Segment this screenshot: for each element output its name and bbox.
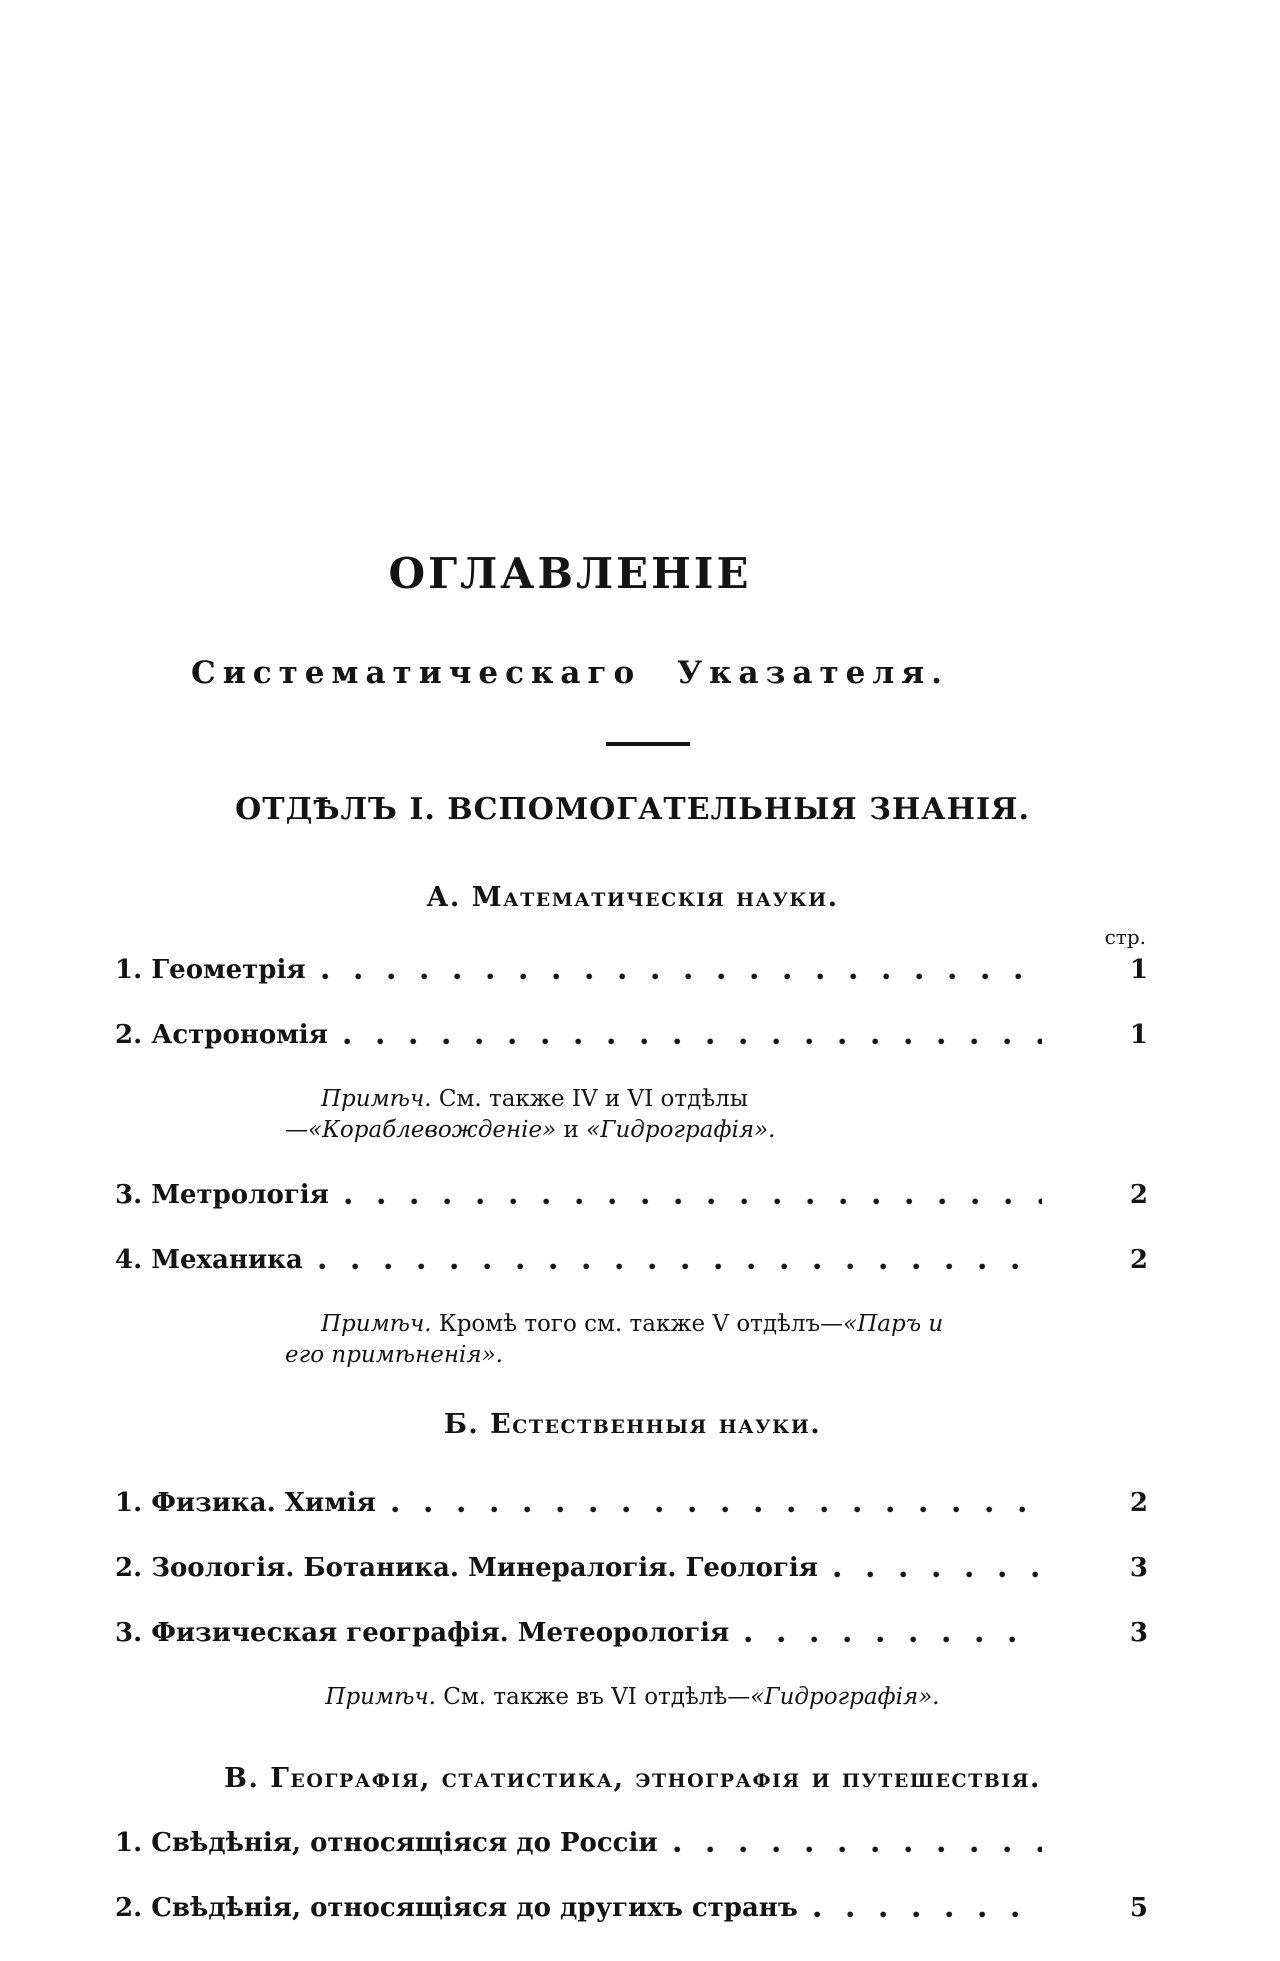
section-heading: ОТДѢЛЪ I. ВСПОМОГАТЕЛЬНЫЯ ЗНАНІЯ. bbox=[235, 792, 1030, 827]
footnote-lead: Примѣч. bbox=[321, 1311, 432, 1337]
entry-page-number bbox=[1052, 1827, 1150, 1860]
entry-page-number: 5 bbox=[1129, 1893, 1148, 1923]
footnote-reference: «Кораблевожденіе» bbox=[308, 1117, 557, 1143]
toc-entry bbox=[115, 1179, 1150, 1212]
entry-label: 3. Метрологія bbox=[115, 1180, 329, 1210]
entry-page-number: 1 bbox=[1129, 1020, 1148, 1050]
entry-label: 4. Механика bbox=[115, 1245, 303, 1275]
footnote bbox=[115, 1682, 1150, 1713]
divider-rule bbox=[606, 742, 690, 746]
entry-page-number: 2 bbox=[1129, 1245, 1148, 1275]
toc-rows-a bbox=[115, 954, 1150, 1371]
leader-dots bbox=[743, 1617, 1042, 1650]
leader-dots bbox=[320, 954, 1042, 987]
footnote-reference: «Гидрографія». bbox=[586, 1117, 776, 1143]
page-subtitle: Систематическаго Указателя. bbox=[191, 655, 949, 691]
entry-label: 2. Зоологія. Ботаника. Минералогія. Геологія bbox=[115, 1553, 818, 1583]
footnote-lead: Примѣч. bbox=[325, 1684, 436, 1710]
footnote bbox=[285, 1084, 953, 1146]
toc-entry bbox=[115, 954, 1150, 987]
subsection-heading-a: А. Математическія науки. bbox=[426, 882, 839, 913]
toc-entry bbox=[115, 1617, 1150, 1650]
footnote-text: Кромѣ того см. также V отдѣлъ— bbox=[431, 1311, 844, 1337]
page-title: ОГЛАВЛЕНІЕ bbox=[388, 549, 752, 598]
subsection-heading-b: Б. Естественныя науки. bbox=[443, 1409, 822, 1440]
toc-entry bbox=[115, 1827, 1150, 1860]
toc-entry bbox=[115, 1244, 1150, 1277]
toc-entry bbox=[115, 1019, 1150, 1052]
entry-page-number: 1 bbox=[1129, 955, 1148, 985]
entry-label: 2. Астрономія bbox=[115, 1020, 328, 1050]
leader-dots bbox=[672, 1827, 1042, 1860]
leader-dots bbox=[390, 1487, 1042, 1520]
entry-label: 1. Геометрія bbox=[115, 955, 306, 985]
table-of-contents bbox=[115, 790, 1150, 1925]
entry-page-number: 3 bbox=[1129, 1618, 1148, 1648]
leader-dots bbox=[317, 1244, 1042, 1277]
toc-entry bbox=[115, 1892, 1150, 1925]
subsection-heading-v: В. Географія, статистика, этнографія и путешествія. bbox=[224, 1763, 1041, 1794]
footnote-reference: «Гидрографія». bbox=[750, 1684, 940, 1710]
footnote-reference: «Паръ и его примѣненія». bbox=[285, 1311, 944, 1368]
toc-entry bbox=[115, 1552, 1150, 1585]
page-column-label: стр. bbox=[1104, 925, 1146, 949]
leader-dots bbox=[343, 1179, 1042, 1212]
footnote bbox=[285, 1309, 953, 1371]
toc-entry bbox=[115, 1487, 1150, 1520]
front-matter bbox=[0, 0, 1280, 694]
leader-dots bbox=[342, 1019, 1042, 1052]
entry-page-number: 2 bbox=[1129, 1488, 1148, 1518]
footnote-text: и bbox=[556, 1117, 587, 1143]
leader-dots bbox=[812, 1892, 1042, 1925]
entry-label: 3. Физическая географія. Метеорологія bbox=[115, 1618, 730, 1648]
footnote-text: См. также въ VI отдѣлѣ— bbox=[435, 1684, 751, 1710]
footnote-lead: Примѣч. bbox=[321, 1086, 432, 1112]
toc-rows-b bbox=[115, 1487, 1150, 1713]
entry-label: 1. Свѣдѣнія, относящіяся до Россіи bbox=[115, 1828, 658, 1858]
entry-page-number: 3 bbox=[1129, 1553, 1148, 1583]
entry-label: 2. Свѣдѣнія, относящіяся до другихъ странъ bbox=[115, 1893, 798, 1923]
leader-dots bbox=[832, 1552, 1042, 1585]
toc-rows-v bbox=[115, 1827, 1150, 1925]
entry-page-number: 2 bbox=[1129, 1180, 1148, 1210]
footnote-text: См. также IV и VI отдѣлы— bbox=[285, 1086, 749, 1143]
entry-label: 1. Физика. Химія bbox=[115, 1488, 376, 1518]
